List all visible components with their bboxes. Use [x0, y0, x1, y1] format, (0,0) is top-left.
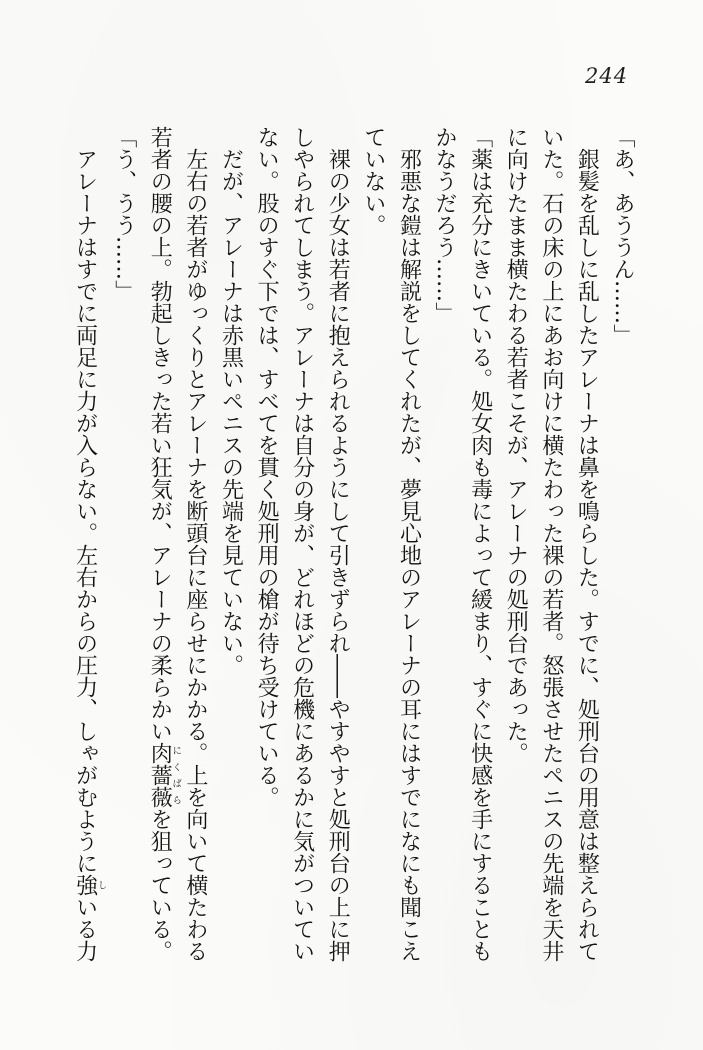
paragraph-dialogue: 「う、うう……」 — [111, 126, 137, 302]
paragraph-narration: 裸の少女は若者に抱えられるようにして引きずられ――やすやすと処刑台の上に押しやられてしまう。アレーナは自分の身が、どれほどの危機にあるかに気がついていない。股のすぐ下では、すべてを貫く処刑用の槍が待ち受けている。 — [254, 126, 351, 962]
page-number: 244 — [585, 64, 629, 88]
text-block — [69, 126, 640, 967]
paragraph-narration: 銀髪を乱しに乱したアレーナは鼻を鳴らした。すでに、処刑台の用意は整えられていた。石の床の上にあお向けに横たわった裸の若者。怒張させたペニスの先端を天井に向けたまま横たわる若者こそが、アレーナの処刑台であった。 — [503, 126, 600, 962]
furigana-annotated-word: 強し — [72, 874, 107, 896]
paragraph-dialogue: 「薬は充分にきいている。処女肉も毒によって緩まり、すぐに快感を手にすることもかなうだろう……」 — [432, 126, 493, 962]
paragraph-narration: アレーナはすでに両足に力が入らない。左右からの圧力、しゃがむように強しいる力 — [72, 148, 107, 962]
paragraph-narration: 邪悪な鎧は解説をしてくれたが、夢見心地のアレーナの耳にはすでになにも聞こえていない。 — [360, 126, 422, 962]
paragraph-dialogue: 「あ、あううん……」 — [610, 126, 635, 346]
furigana-annotated-word: 肉薔薇にくばら — [147, 742, 182, 808]
paragraph-narration: 左右の若者がゆっくりとアレーナを断頭台に座らせにかかる。上を向いて横たわる若者の腰の上。勃起しきった若い狂気が、アレーナの柔らかい肉薔薇にくばらを狙っている。 — [147, 126, 208, 962]
paragraph-narration: だが、アレーナは赤黒いペニスの先端を見ていない。 — [218, 148, 244, 676]
